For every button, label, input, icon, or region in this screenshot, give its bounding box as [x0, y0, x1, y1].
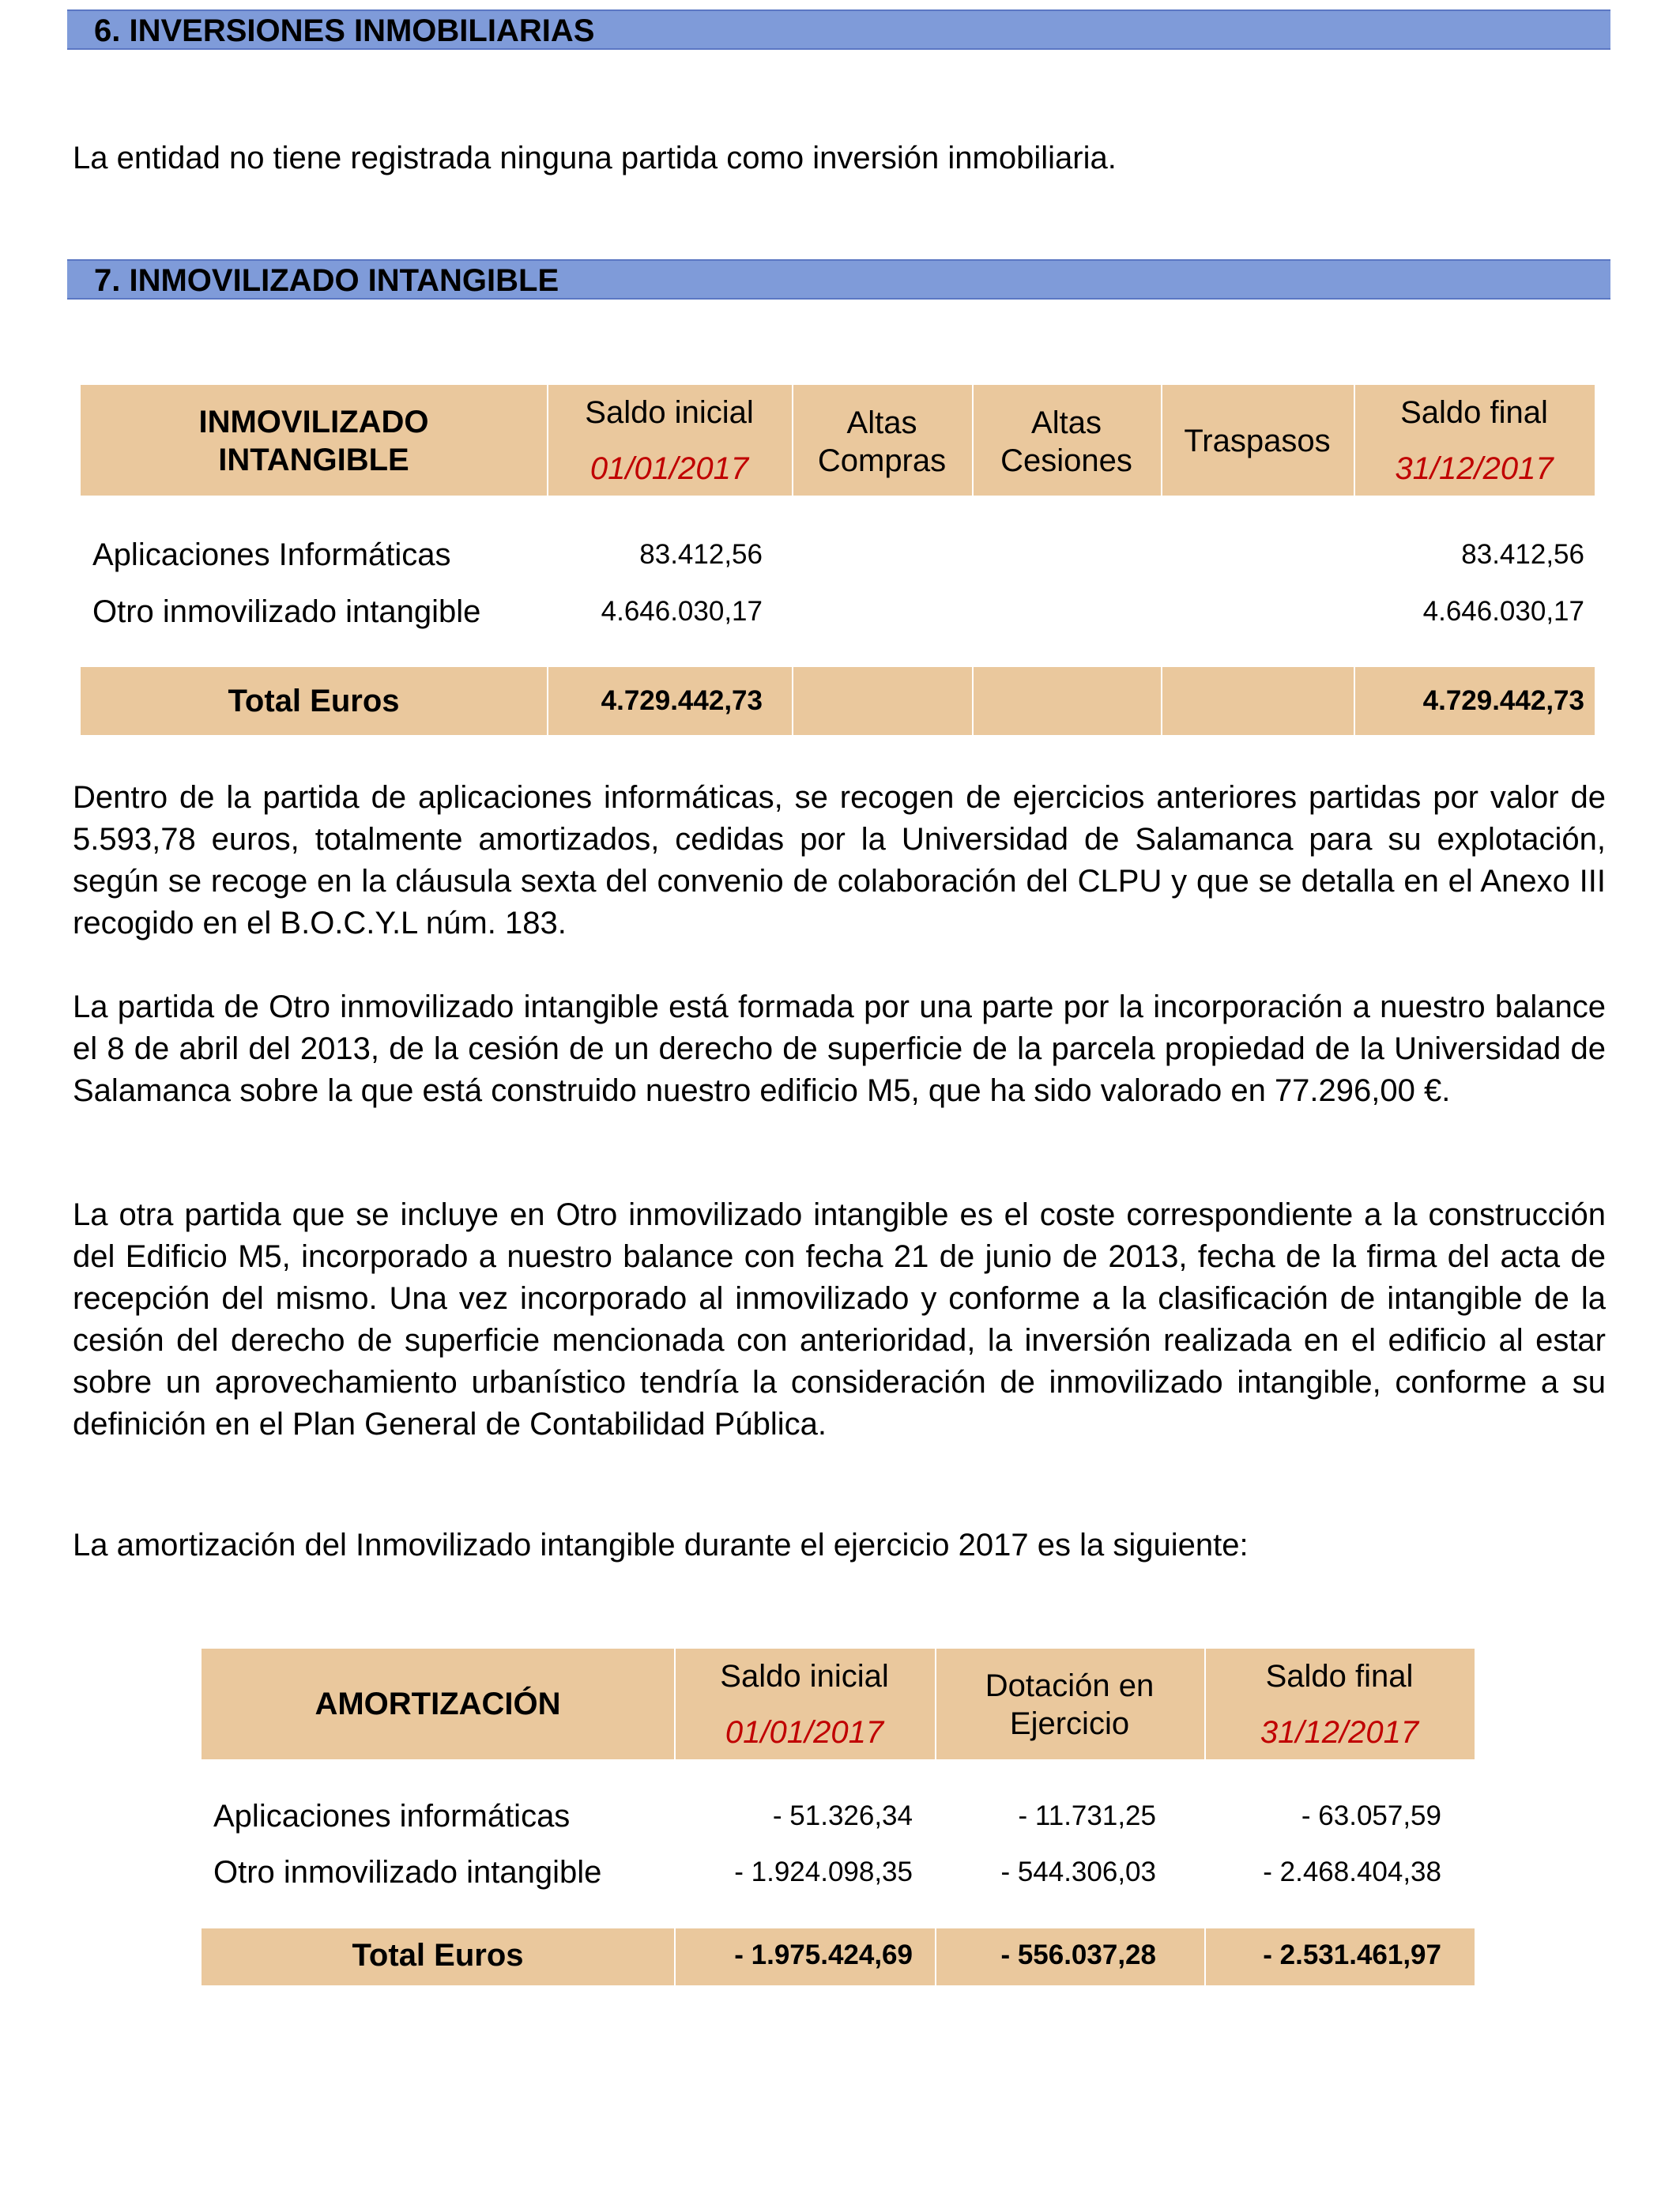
- intangible-table-header-label-1: INMOVILIZADO: [198, 405, 429, 439]
- amortization-table-header-saldo-final: Saldo final: [1265, 1659, 1414, 1694]
- paragraph-amortizacion-intro: La amortización del Inmovilizado intangible durante el ejercicio 2017 es la siguiente:: [73, 1528, 1249, 1563]
- section-7-title: 7. INMOVILIZADO INTANGIBLE: [94, 263, 559, 298]
- table-row-label: Otro inmovilizado intangible: [92, 594, 481, 629]
- amortization-table-header-saldo-inicial: Saldo inicial: [720, 1659, 889, 1694]
- paragraph-otro-inmovilizado: La partida de Otro inmovilizado intangible está formada por una parte por la incorporación a nuestro balance el 8 de abril del 2013, de la cesión de un derecho de superficie de la parcela propiedad de la Universidad de Salamanca sobre la que está construido nuestro edificio M5, que ha sido valorado en 77.296,00 €.: [73, 990, 1606, 1108]
- amortization-table-header-saldo-final-date: 31/12/2017: [1260, 1715, 1419, 1750]
- section-6-header: [67, 9, 1610, 50]
- section-7-header: [67, 259, 1610, 300]
- table-row-label: Aplicaciones informáticas: [213, 1799, 571, 1834]
- table-row-dotacion: - 544.306,03: [1000, 1857, 1156, 1887]
- table-row-saldo-inicial: 4.646.030,17: [601, 596, 763, 627]
- paragraph-aplicaciones: Dentro de la partida de aplicaciones informáticas, se recogen de ejercicios anteriores partidas por valor de 5.593,78 euros, totalmente amortizados, cedidas por la Universidad de Salamanca para su explotación, según se recoge en la cláusula sexta del convenio de colaboración del CLPU y que se detalla en el Anexo III recogido en el B.O.C.Y.L núm. 183.: [73, 780, 1606, 941]
- table-row-saldo-inicial: 83.412,56: [639, 539, 763, 570]
- intangible-table-header-traspasos: Traspasos: [1184, 424, 1331, 458]
- amortization-table-total-label: Total Euros: [352, 1938, 524, 1973]
- intangible-table-total-saldo-final: 4.729.442,73: [1422, 685, 1584, 716]
- intangible-table-header-saldo-final-date: 31/12/2017: [1395, 451, 1554, 486]
- intangible-table-header-altas-cesiones-1: Altas: [1031, 405, 1102, 440]
- table-row-label: Otro inmovilizado intangible: [213, 1855, 602, 1890]
- intangible-table-total-label: Total Euros: [228, 684, 400, 718]
- table-row-saldo-inicial: - 51.326,34: [772, 1800, 913, 1831]
- table-row-saldo-final: - 63.057,59: [1301, 1800, 1441, 1831]
- intangible-table-header-saldo-inicial: Saldo inicial: [585, 395, 754, 430]
- intangible-table-total-saldo-inicial: 4.729.442,73: [601, 685, 763, 716]
- amortization-table-total-saldo-inicial: - 1.975.424,69: [734, 1940, 913, 1970]
- intangible-table-header-saldo-inicial-date: 01/01/2017: [590, 451, 749, 486]
- amortization-table-header-dotacion-1: Dotación en: [985, 1668, 1155, 1703]
- table-row-label: Aplicaciones Informáticas: [92, 537, 451, 572]
- table-row-saldo-final: 83.412,56: [1461, 539, 1584, 570]
- intangible-table-header-altas-compras-2: Compras: [817, 443, 947, 478]
- amortization-table-total-dotacion: - 556.037,28: [1000, 1940, 1156, 1970]
- amortization-table-header-dotacion-2: Ejercicio: [1009, 1706, 1130, 1741]
- amortization-table-header-label: AMORTIZACIÓN: [315, 1687, 561, 1721]
- intangible-table-header-altas-compras-1: Altas: [846, 405, 917, 440]
- table-row-saldo-final: 4.646.030,17: [1422, 596, 1584, 627]
- intangible-table-header-saldo-final: Saldo final: [1400, 395, 1548, 430]
- table-row-saldo-final: - 2.468.404,38: [1263, 1857, 1441, 1887]
- intangible-table-header-label-2: INTANGIBLE: [218, 443, 409, 477]
- paragraph-edificio-m5: La otra partida que se incluye en Otro inmovilizado intangible es el coste correspondiente a la construcción del Edificio M5, incorporado a nuestro balance con fecha 21 de junio de 2013, fecha de la firma del acta de recepción del mismo. Una vez incorporado al inmovilizado y conforme a la clasificación de intangible de la cesión del derecho de superficie mencionada con anterioridad, la inversión realizada en el edificio al estar sobre un aprovechamiento urbanístico tendría la consideración de inmovilizado intangible, conforme a su definición en el Plan General de Contabilidad Pública.: [73, 1197, 1606, 1442]
- table-row-saldo-inicial: - 1.924.098,35: [734, 1857, 913, 1887]
- table-row-dotacion: - 11.731,25: [1018, 1800, 1156, 1831]
- section-6-text: La entidad no tiene registrada ninguna partida como inversión inmobiliaria.: [73, 141, 1117, 175]
- intangible-table-header-altas-cesiones-2: Cesiones: [1000, 443, 1132, 478]
- amortization-table-total-saldo-final: - 2.531.461,97: [1263, 1940, 1441, 1970]
- section-6-title: 6. INVERSIONES INMOBILIARIAS: [94, 13, 595, 48]
- amortization-table-header-saldo-inicial-date: 01/01/2017: [725, 1715, 884, 1750]
